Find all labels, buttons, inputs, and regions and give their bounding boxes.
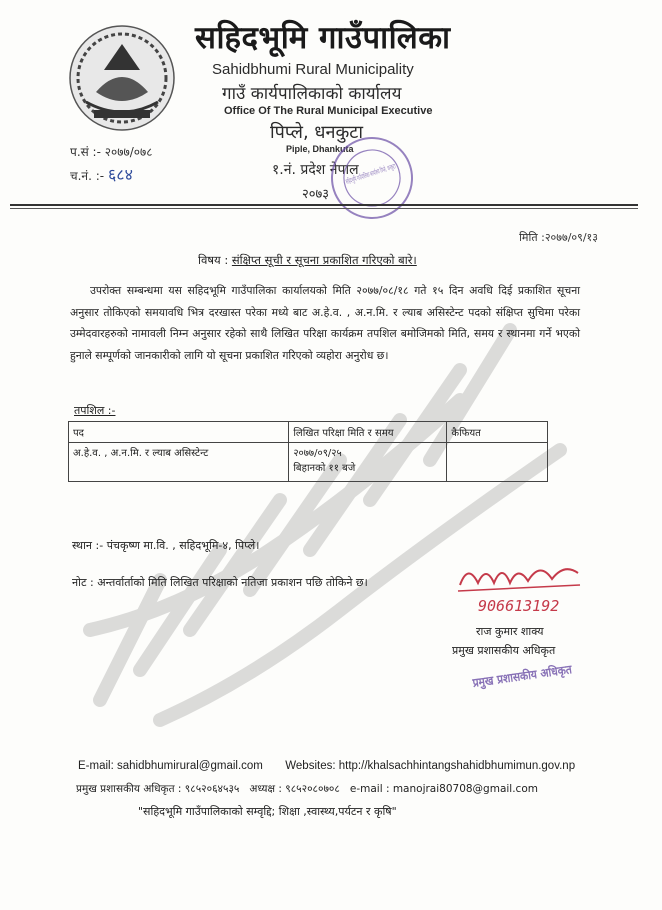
schedule-heading: तपशिल :-: [74, 404, 116, 417]
schedule-table: [68, 421, 548, 482]
round-stamp-text: सहिदभूमि गाउँपालिका कार्यालय पिप्ले, धनकुटा: [344, 141, 461, 187]
cell-exam-time: बिहानको ११ बजे: [293, 463, 356, 474]
patra-sankhya: [70, 143, 153, 160]
header-divider: [10, 204, 638, 206]
col-header-post: पद: [69, 422, 289, 443]
venue-label: स्थान :-: [72, 539, 104, 552]
patra-label: प.सं :-: [70, 145, 101, 159]
table-header-row: [69, 422, 548, 443]
signatory-name: राज कुमार शाक्य: [476, 625, 544, 638]
cell-exam-datetime: [289, 443, 447, 482]
footer-slogan: "सहिदभूमि गाउँपालिकाको सम्वृद्दि; शिक्षा ,स्वास्थ्य,पर्यटन र कृषि": [138, 805, 397, 818]
rect-stamp-text: प्रमुख प्रशासकीय अधिकृत: [471, 660, 586, 691]
header-title-np: सहिदभूमि गाउँपालिका: [195, 20, 451, 56]
footer-phone-line: [76, 782, 538, 796]
header-year: २०७३: [302, 187, 330, 202]
footer-contact-line: [78, 760, 575, 772]
footer-website[interactable]: http://khalsachhintangshahidbhumimun.gov.np: [338, 760, 576, 772]
header-place-np: पिप्ले, धनकुटा: [270, 122, 364, 143]
handwritten-signature: [448, 555, 588, 625]
date-label: मिति :: [519, 231, 545, 244]
header-place-en: Piple, Dhankuta: [286, 144, 354, 154]
footer-chair-label: अध्यक्ष :: [249, 783, 282, 795]
footer-email-label: E-mail:: [78, 760, 114, 772]
signatory-title: प्रमुख प्रशासकीय अधिकृत: [452, 644, 556, 657]
table-row: [69, 443, 548, 482]
footer-chair-phone: ९८५२०८०७०८: [285, 783, 340, 795]
chalani-number: [70, 163, 133, 185]
letter-date: [519, 230, 598, 245]
col-header-exam-date: लिखित परिक्षा मिति र समय: [289, 422, 447, 443]
footer-officer-phone: ९८५२०६४५३५: [184, 783, 240, 795]
header-divider-thin: [10, 208, 638, 209]
header-title-en: Sahidbhumi Rural Municipality: [212, 61, 414, 78]
body-paragraph: उपरोक्त सम्बन्धमा यस सहिदभूमि गाउँपालिका कार्यालयको मिति २०७७/०८/१८ गते १५ दिन अवधि दिई प्रकाशित सूचना अनुसार तोकिएको समयावधि भित्र दरखास्त परेका मध्ये बाट अ.हे.व. , अ.न.मि. र ल्याब असिस्टेन्ट पदको संक्षिप्त सुचिमा परेका उम्मेदवारहरुको नामावली निम्न अनुसार रहेको साथै लिखित परिक्षा कार्यक्रम तपशिल बमोजिमको मिति, समय र स्थानमा गर्ने भएको हुनाले सम्पूर्णको जानकारीको लागि यो सूचना प्रकाशित गरिएको व्यहोरा अनुरोध छ।: [70, 284, 580, 362]
footer-email[interactable]: sahidbhumirural@gmail.com: [116, 760, 263, 772]
venue-line: [72, 538, 259, 553]
cell-exam-date: २०७७/०९/२५: [293, 448, 342, 459]
venue-value: पंचकृष्ण मा.वि. , सहिदभूमि-४, पिप्ले।: [106, 539, 260, 552]
subject-label: विषय :: [198, 253, 229, 267]
chalani-label: च.नं. :-: [70, 169, 105, 183]
header-province: १.नं. प्रदेश नेपाल: [272, 162, 359, 178]
cell-remarks: [447, 443, 548, 482]
signature-phone: 906613192: [478, 597, 560, 615]
chalani-value: ६८४: [107, 165, 133, 184]
letter-subject: [198, 253, 417, 268]
cell-post: अ.हे.व. , अ.न.मि. र ल्याब असिस्टेन्ट: [69, 443, 289, 482]
note-value: अन्तर्वार्ताको मिति लिखित परिक्षाको नतिजा प्रकाशन पछि तोकिने छ।: [97, 576, 368, 589]
note-line: [72, 575, 368, 590]
footer-officer-label: प्रमुख प्रशासकीय अधिकृत :: [76, 783, 182, 795]
nepal-emblem-icon: [66, 22, 178, 134]
patra-value: २०७७/०७८: [104, 145, 153, 159]
date-value: २०७७/०९/१३: [544, 231, 598, 244]
footer-chair-email[interactable]: manojrai80708@gmail.com: [392, 783, 538, 795]
footer-website-label: Websites:: [285, 760, 336, 772]
subject-text: संक्षिप्त सूची र सूचना प्रकाशित गरिएको बारे।: [231, 253, 417, 267]
header-office-en: Office Of The Rural Municipal Executive: [224, 105, 433, 117]
note-label: नोट :: [72, 576, 94, 589]
footer-chair-email-label: e-mail :: [349, 783, 390, 795]
col-header-remarks: कैफियत: [447, 422, 548, 443]
header-office-np: गाउँ कार्यपालिकाको कार्यालय: [222, 84, 402, 104]
office-round-stamp: [326, 132, 461, 224]
officer-rect-stamp: [468, 660, 586, 691]
